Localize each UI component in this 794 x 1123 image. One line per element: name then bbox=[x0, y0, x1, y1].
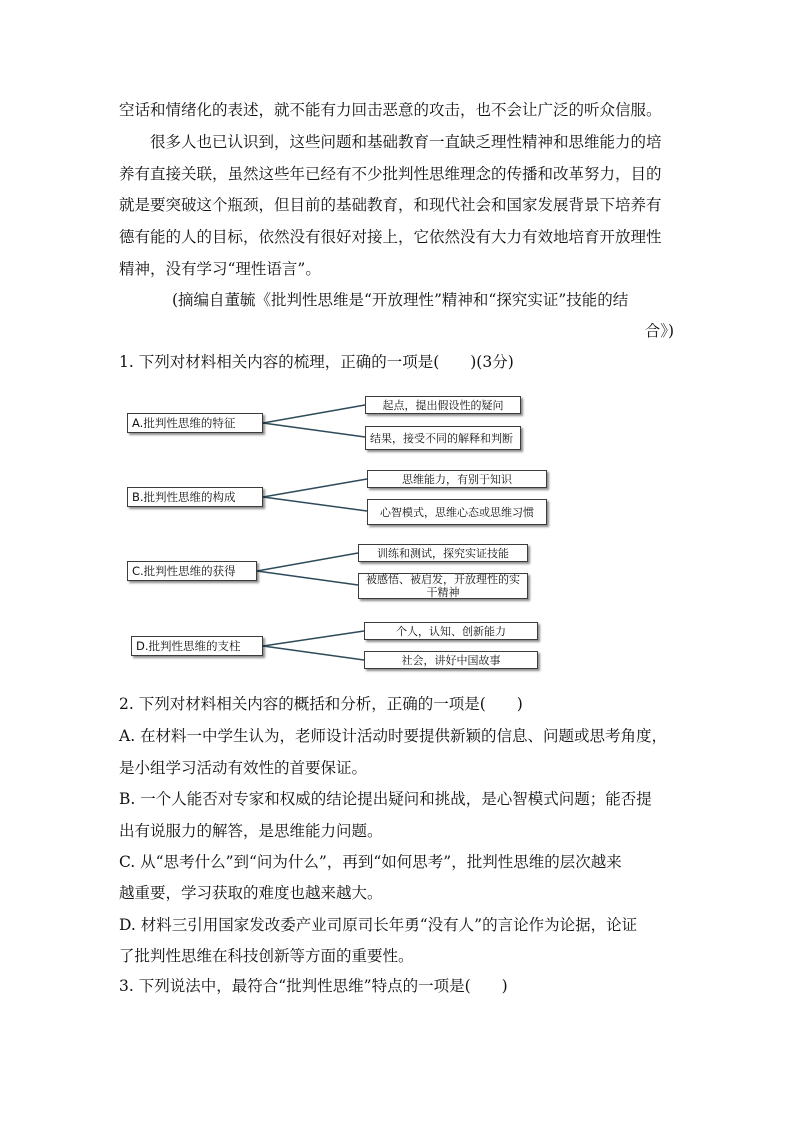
passage-line: 养有直接关联，虽然这些年已经有不少批判性思维理念的传播和改革努力，目的 bbox=[119, 165, 662, 183]
question-3-stem: 3. 下列说法中，最符合“批判性思维”特点的一项是( ) bbox=[119, 977, 508, 995]
option-b: B. 一个人能否对专家和权威的结论提出疑问和挑战，是心智模式问题；能否提 bbox=[119, 790, 652, 808]
diagram-label-b: B.批判性思维的构成 bbox=[127, 487, 263, 507]
passage-line: 精神，没有学习“理性语言”。 bbox=[119, 260, 321, 278]
diagram-item-d1: 个人，认知、创新能力 bbox=[364, 622, 538, 640]
question-2-stem: 2. 下列对材料相关内容的概括和分析，正确的一项是( ) bbox=[119, 695, 523, 713]
diagram-item-b2: 心智模式，思维心态或思维习惯 bbox=[367, 499, 547, 525]
option-c: 越重要，学习获取的难度也越来越大。 bbox=[119, 884, 383, 902]
diagram-label-d: D.批判性思维的支柱 bbox=[131, 636, 263, 656]
diagram-item-c1: 训练和测试，探究实证技能 bbox=[358, 544, 528, 562]
connector-line bbox=[263, 423, 365, 437]
diagram-item-d2: 社会，讲好中国故事 bbox=[364, 651, 538, 669]
connector-line bbox=[263, 479, 367, 497]
passage-line: 空话和情绪化的表述，就不能有力回击恶意的攻击，也不会让广泛的听众信服。 bbox=[119, 101, 662, 119]
option-c: C. 从“思考什么”到“问为什么”，再到“如何思考”，批判性思维的层次越来 bbox=[119, 853, 622, 871]
source-citation: (摘编自董毓《批判性思维是“开放理性”精神和“探究实证”技能的结 bbox=[172, 291, 629, 309]
passage-line: 就是要突破这个瓶颈，但目前的基础教育，和现代社会和国家发展背景下培养有 bbox=[119, 196, 662, 214]
source-citation: 合》) bbox=[644, 322, 674, 340]
diagram-item-a2: 结果，接受不同的解释和判断 bbox=[365, 426, 521, 450]
connector-line bbox=[263, 631, 364, 646]
option-d: 了批判性思维在科技创新等方面的重要性。 bbox=[119, 947, 414, 965]
passage-line: 很多人也已认识到，这些问题和基础教育一直缺乏理性精神和思维能力的培 bbox=[150, 133, 662, 151]
option-d: D. 材料三引用国家发改委产业司原司长年勇“没有人”的言论作为论据，论证 bbox=[119, 916, 638, 934]
diagram-item-a1: 起点，提出假设性的疑问 bbox=[365, 396, 521, 414]
diagram-item-c2: 被感悟、被启发，开放理性的实干精神 bbox=[358, 573, 528, 599]
connector-line bbox=[263, 497, 367, 511]
question-1-stem: 1. 下列对材料相关内容的梳理，正确的一项是( )(3分) bbox=[119, 353, 514, 371]
passage-line: 德有能的人的目标，依然没有很好对接上，它依然没有大力有效地培育开放理性 bbox=[119, 228, 662, 246]
option-a: A. 在材料一中学生认为，老师设计活动时要提供新颖的信息、问题或思考角度， bbox=[119, 727, 668, 745]
connector-line bbox=[257, 553, 358, 571]
option-b: 出有说服力的解答，是思维能力问题。 bbox=[119, 822, 383, 840]
diagram-label-a: A.批判性思维的特征 bbox=[127, 413, 263, 433]
connector-line bbox=[257, 571, 358, 585]
diagram-item-b1: 思维能力，有别于知识 bbox=[367, 470, 547, 488]
connector-line bbox=[263, 405, 365, 423]
diagram-label-c: C.批判性思维的获得 bbox=[127, 561, 257, 581]
option-a: 是小组学习活动有效性的首要保证。 bbox=[119, 759, 368, 777]
connector-line bbox=[263, 646, 364, 660]
